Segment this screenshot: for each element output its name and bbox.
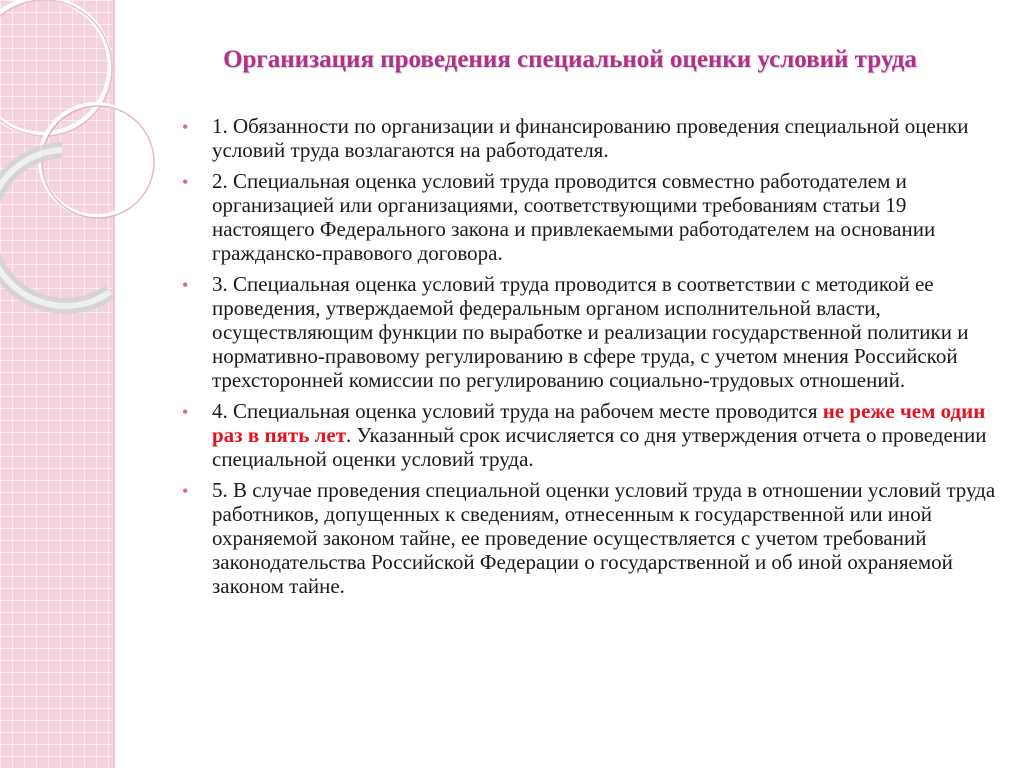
ring-lower-arc xyxy=(0,150,110,306)
bullet-list xyxy=(180,114,1000,605)
list-item xyxy=(180,114,1000,162)
slide-title: Организация проведения специальной оценки условий труда xyxy=(223,46,917,73)
list-item xyxy=(180,169,1000,265)
list-item xyxy=(180,399,1000,471)
item-text: 2. Специальная оценка условий труда проводится совместно работодателем и организацией или организациями, соответствующими требованиям статьи 19 настоящего Федерального закона и привлекаемыми работодателем на основании гражданско-правового договора. xyxy=(212,169,936,265)
bullet-dot-icon: • xyxy=(182,481,189,501)
bullet-dot-icon: • xyxy=(182,117,189,137)
bullet-dot-icon: • xyxy=(182,402,189,422)
item-text: 3. Специальная оценка условий труда проводится в соответствии с методикой ее проведения, утверждаемой федеральным органом исполнительной власти, осуществляющим функции по выработке и реализации государственной политики и нормативно-правовому регулированию в сфере труда, с учетом мнения Российской трехсторонней комиссии по регулированию социально-трудовых отношений. xyxy=(212,272,969,392)
list-item xyxy=(180,272,1000,392)
ring-middle-shadow xyxy=(42,106,154,218)
item-text: 1. Обязанности по организации и финансированию проведения специальной оценки условий труда возлагаются на работодателя. xyxy=(212,114,969,162)
item-text-after: . Указанный срок исчисляется со дня утверждения отчета о проведении специальной оценки условий труда. xyxy=(212,423,987,471)
item-text-before: 4. Специальная оценка условий труда на рабочем месте проводится xyxy=(212,399,823,423)
bullet-dot-icon: • xyxy=(182,275,189,295)
bullet-dot-icon: • xyxy=(182,172,189,192)
highlight-frequency: не реже чем один раз в пять лет xyxy=(212,399,986,447)
list-item xyxy=(180,478,1000,598)
item-text: 5. В случае проведения специальной оценки условий труда в отношении условий труда работников, допущенных к сведениям, отнесенным к государственной или иной охраняемой законом тайне, ее проведение осуществляется с учетом требований законодательства Российской Федерации о государственной и об иной охраняемой законом тайне. xyxy=(212,478,996,598)
